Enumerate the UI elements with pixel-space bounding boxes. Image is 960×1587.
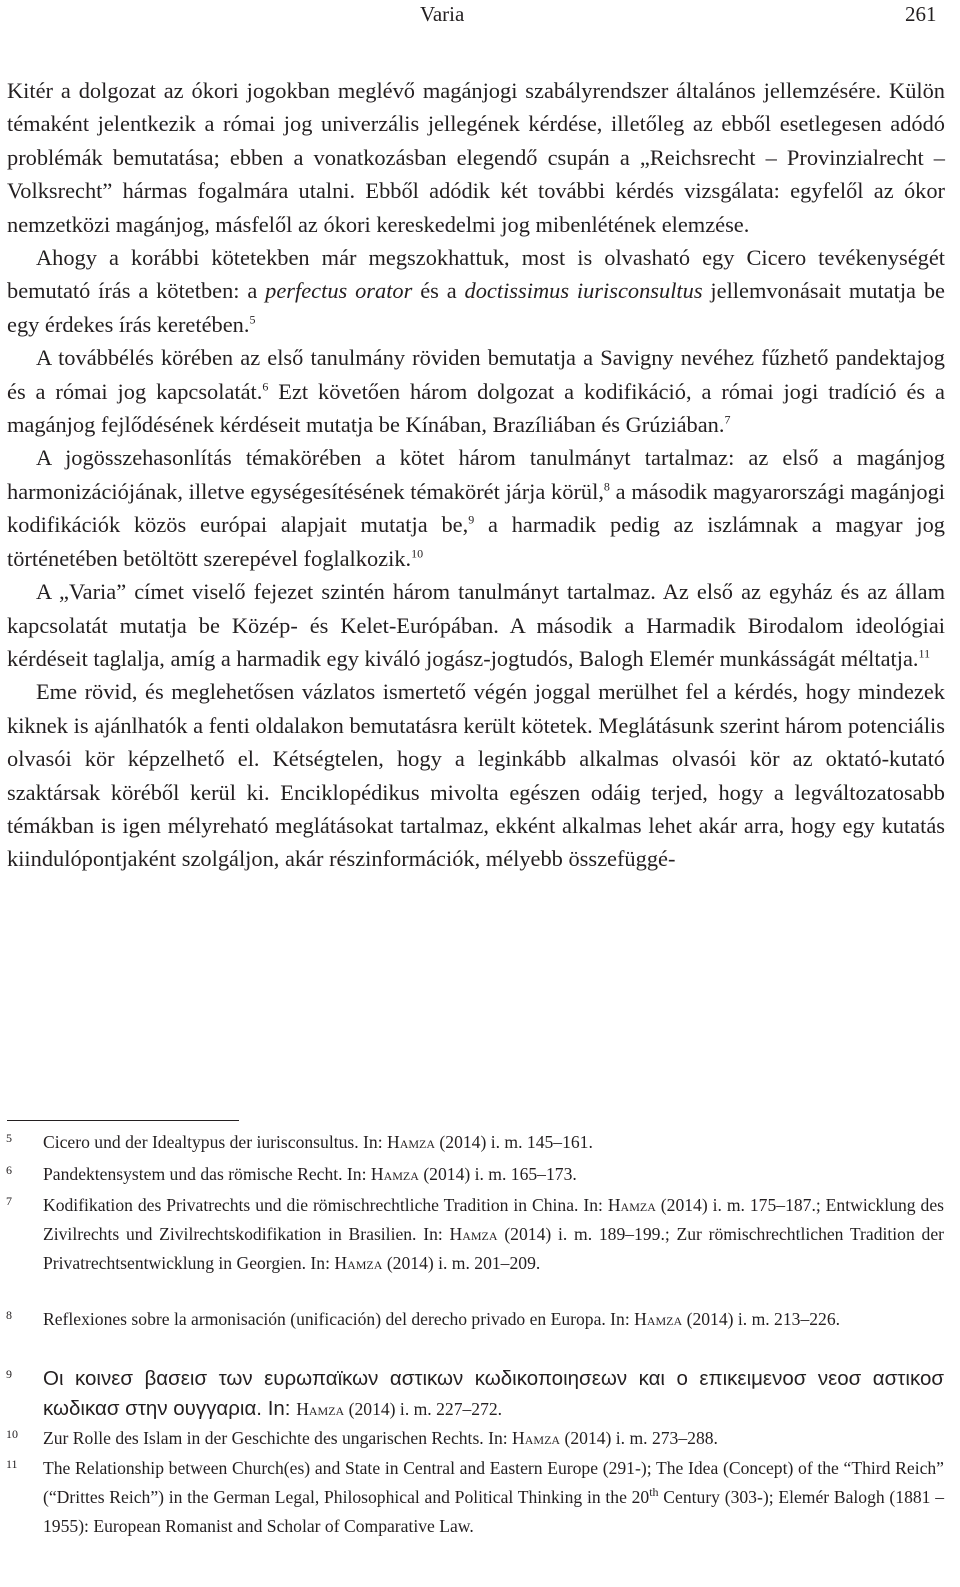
footnote-11 (6, 1454, 944, 1541)
paragraph-3-text: A továbbélés körében az első tanulmány röviden bemutatja a Savigny nevéhez fűzhető pandektajog és a római jog kapcsolatát. (7, 345, 945, 404)
footnote-text-b: (2014) i. m. 273–288. (560, 1428, 718, 1448)
footnote-separator (7, 1120, 239, 1121)
paragraph-5 (7, 575, 945, 675)
footnote-text-b: (2014) i. m. 213–226. (682, 1309, 841, 1329)
footnote-number: 7 (6, 1194, 12, 1208)
footnote-5 (6, 1128, 944, 1157)
paragraph-4-text-b: a második magyarországi magánjogi kodifikációk közös európai alapjait mutatja be, (7, 478, 945, 538)
footnote-number: 11 (6, 1457, 18, 1471)
body-text (7, 74, 945, 876)
footnote-text-a: The Relationship between Church(es) and State in Central and Eastern Europe (291-); The Idea (Concept) of the “Third Reich” (“Drittes Reich”) in the German Legal, Philosophical and Political Thinking in the 20 (43, 1458, 944, 1507)
paragraph-2-text-c: jellemvonásait mutatja be egy érdekes írás keretében. (7, 278, 945, 337)
page-number: 261 (905, 2, 937, 26)
footnote-text-a: Pandektensystem und das römische Recht. In: (43, 1164, 371, 1184)
footnote-ref[interactable]: 8 (603, 479, 610, 494)
footnote-ref[interactable]: 6 (262, 379, 269, 394)
italic-term-perfectus-orator: perfectus orator (265, 278, 413, 304)
paragraph-4 (7, 441, 945, 575)
footnote-9 (6, 1364, 944, 1424)
footnote-number: 8 (6, 1308, 12, 1322)
footnote-ref[interactable]: 11 (918, 646, 931, 661)
author-name: Hamza (296, 1399, 345, 1419)
paragraph-4-text-c: a harmadik pedig az iszlámnak a magyar jog történetében betöltött szerepével foglalkozik. (7, 512, 945, 571)
paragraph-2 (7, 241, 945, 341)
ordinal-suffix: th (649, 1485, 659, 1500)
italic-term-doctissimus: doctissimus iurisconsultus (464, 278, 703, 304)
footnote-text-b: Century (303-); Elemér Balogh (1881 – 1955): European Romanist and Scholar of Comparative Law. (43, 1487, 944, 1536)
footnote-greek-title: Οι κοινεσ βασεισ των ευρωπαϊκων αστικων κωδικοποιησεων και ο επικειμενοσ νεοσ αστικοσ κωδικασ στην ουγγαρια. In: (43, 1367, 944, 1420)
footnote-text-b: (2014) i. m. 227–272. (344, 1399, 503, 1419)
paragraph-3 (7, 341, 945, 441)
footnote-number: 10 (6, 1427, 18, 1441)
footnote-text-a: Reflexiones sobre la armonisación (unificación) del derecho privado en Europa. In: (43, 1309, 635, 1329)
footnote-text-c: (2014) i. m. 189–199.; Zur römischrechtlichen Tradition der Privatrechtsentwicklung in Georgien. In: (43, 1224, 944, 1273)
footnote-7 (6, 1191, 944, 1278)
paragraph-2-text-b: és a (412, 278, 465, 304)
footnote-8 (6, 1305, 944, 1334)
footnote-text-d: (2014) i. m. 201–209. (382, 1253, 541, 1273)
paragraph-6 (7, 675, 945, 875)
footnote-number: 6 (6, 1163, 12, 1177)
footnote-ref[interactable]: 9 (468, 512, 475, 527)
footnote-text-b: (2014) i. m. 145–161. (435, 1132, 593, 1152)
paragraph-5-text: A „Varia” címet viselő fejezet szintén három tanulmányt tartalmaz. Az első az egyház és az állam kapcsolatát mutatja be Közép- és Kelet-Európában. A második a Harmadik Birodalom ideológiai kérdéseit taglalja, amíg a harmadik egy kiváló jogász-jogtudós, Balogh Elemér munkásságát méltatja. (7, 579, 945, 671)
footnote-number: 9 (6, 1367, 12, 1381)
footnote-10 (6, 1424, 944, 1453)
author-name: Hamza (634, 1309, 683, 1329)
footnote-ref[interactable]: 7 (724, 412, 731, 427)
author-name: Hamza (370, 1164, 419, 1184)
footnote-text (43, 1305, 944, 1334)
footnote-text (43, 1128, 944, 1157)
footnote-text (43, 1160, 944, 1189)
footnote-ref[interactable]: 10 (411, 546, 424, 561)
author-name: Hamza (512, 1428, 561, 1448)
paragraph-1 (7, 74, 945, 241)
running-header-title: Varia (420, 2, 465, 26)
footnote-text-b: (2014) i. m. 175–187.; Entwicklung des Zivilrechts und Zivilrechtskodifikation in Brasilien. In: (43, 1195, 944, 1244)
footnote-text-a: Cicero und der Idealtypus der iurisconsultus. In: (43, 1132, 387, 1152)
footnote-text (43, 1364, 944, 1424)
author-name: Hamza (334, 1253, 383, 1273)
author-name: Hamza (449, 1224, 498, 1244)
paragraph-6-text: Eme rövid, és meglehetősen vázlatos ismertető végén joggal merülhet fel a kérdés, hogy mindezek kiknek is ajánlhatók a fenti oldalakon bemutatásra került kötetek. Meglátásunk szerint három potenciális olvasói kör képzelhető el. Kétségtelen, hogy a leginkább alkalmas olvasói kör az oktató-kutató szaktársak köréből kerül ki. Enciklopédikus mivolta egészen odáig terjed, hogy a legváltozatosabb témákban is igen mélyreható meglátásokat tartalmaz, ekként alkalmas lehet akár arra, hogy egy kutatás kiindulópontjaként szolgáljon, akár részinformációk, mélyebb összefüggé- (7, 679, 945, 872)
paragraph-3-text-b: Ezt követően három dolgozat a kodifikáció, a római jogi tradíció és a magánjog fejlődésének kérdéseit mutatja be Kínában, Brazíliában és Grúziában. (7, 378, 945, 438)
footnote-number: 5 (6, 1131, 12, 1145)
footnote-text-a: Kodifikation des Privatrechts und die römischrechtliche Tradition in China. In: (43, 1195, 608, 1215)
footnote-6 (6, 1160, 944, 1189)
footnote-ref[interactable]: 5 (249, 312, 256, 327)
author-name: Hamza (607, 1195, 656, 1215)
footnote-text-b: (2014) i. m. 165–173. (418, 1164, 577, 1184)
paragraph-4-text: A jogösszehasonlítás témakörében a kötet három tanulmányt tartalmaz: az első a magánjog harmonizációjának, illetve egységesítésének témakörét járja körül, (7, 445, 945, 504)
footnote-text (43, 1191, 944, 1278)
footnote-text (43, 1424, 944, 1453)
footnote-text-a: Zur Rolle des Islam in der Geschichte des ungarischen Rechts. In: (43, 1428, 513, 1448)
author-name: Hamza (386, 1132, 436, 1152)
paragraph-1-text: Kitér a dolgozat az ókori jogokban meglévő magánjogi szabályrendszer általános jellemzésére. Külön témaként jelentkezik a római jog univerzális jellegének kérdése, illetőleg az ebből esetlegesen adódó problémák bemutatása; ebben a vonatkozásban elegendő csupán a „Reichsrecht – Provinzialrecht – Volksrecht” hármas fogalmára utalni. Ebből adódik két további kérdés vizsgálata: egyfelől az ókor nemzetközi magánjog, másfelől az ókori kereskedelmi jog mibenlétének elemzése. (7, 78, 945, 237)
paragraph-2-text: Ahogy a korábbi kötetekben már megszokhattuk, most is olvasható egy Cicero tevékenységét bemutató írás a kötetben: a (7, 245, 945, 304)
footnote-text (43, 1454, 944, 1541)
